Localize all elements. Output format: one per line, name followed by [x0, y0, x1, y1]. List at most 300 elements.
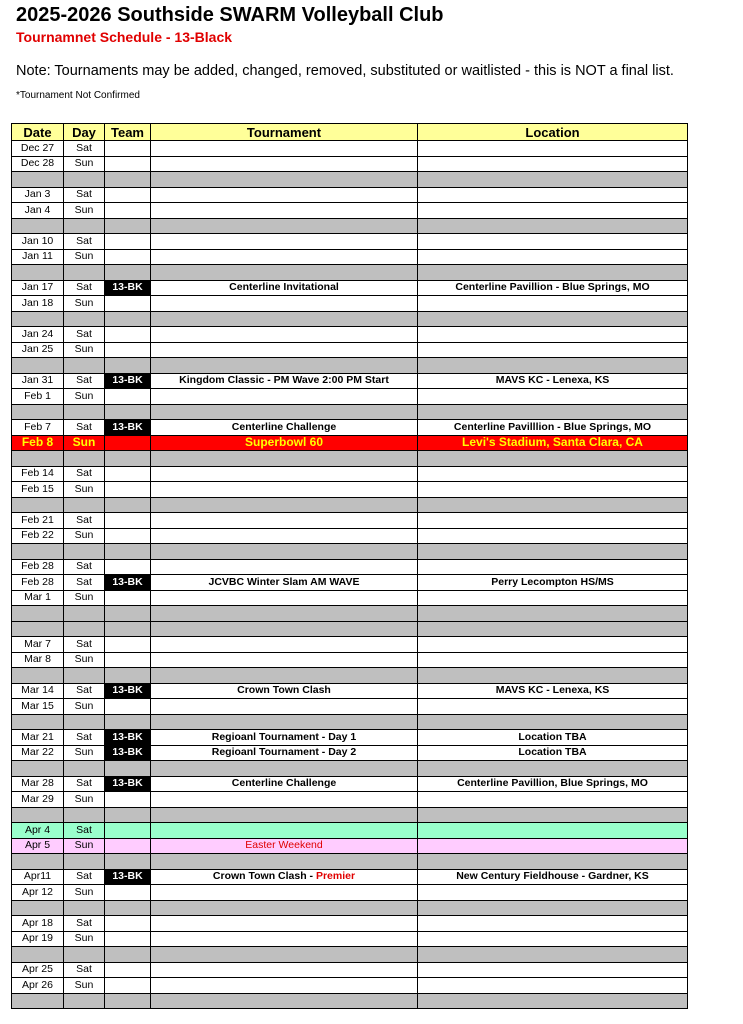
- tournament-cell: [151, 528, 418, 544]
- date-cell: Jan 11: [12, 249, 64, 265]
- location-cell: [418, 699, 688, 715]
- date-cell: Feb 7: [12, 420, 64, 436]
- gap-cell: [151, 621, 418, 637]
- day-cell: Sun: [64, 652, 105, 668]
- location-cell: [418, 203, 688, 219]
- schedule-note: Note: Tournaments may be added, changed, removed, substituted or waitlisted - this is NOT a final list.: [16, 63, 674, 79]
- date-cell: Mar 1: [12, 590, 64, 606]
- day-cell: Sun: [64, 389, 105, 405]
- team-cell: [105, 699, 151, 715]
- gap-cell: [418, 172, 688, 188]
- gap-cell: [418, 218, 688, 234]
- day-cell: Sat: [64, 776, 105, 792]
- table-row: [12, 699, 688, 715]
- table-row: [12, 730, 688, 746]
- team-cell: [105, 590, 151, 606]
- location-cell: [418, 931, 688, 947]
- tournament-cell: Centerline Challenge: [151, 420, 418, 436]
- location-cell: Centerline Pavillion, Blue Springs, MO: [418, 776, 688, 792]
- table-header-row: [12, 124, 688, 141]
- tournament-cell: [151, 823, 418, 839]
- date-cell: Jan 24: [12, 327, 64, 343]
- table-row: [12, 327, 688, 343]
- team-cell: 13-BK: [105, 776, 151, 792]
- gap-cell: [151, 807, 418, 823]
- gap-cell: [418, 451, 688, 467]
- tournament-cell: [151, 249, 418, 265]
- gap-cell: [151, 854, 418, 870]
- date-cell: Apr 5: [12, 838, 64, 854]
- gap-row: [12, 606, 688, 622]
- team-cell: [105, 234, 151, 250]
- day-cell: Sat: [64, 513, 105, 529]
- gap-cell: [105, 761, 151, 777]
- team-cell: [105, 792, 151, 808]
- table-row: [12, 528, 688, 544]
- date-cell: Jan 18: [12, 296, 64, 312]
- date-cell: Mar 7: [12, 637, 64, 653]
- location-cell: [418, 916, 688, 932]
- column-header-day: Day: [64, 124, 105, 141]
- gap-cell: [151, 172, 418, 188]
- tournament-cell: Centerline Invitational: [151, 280, 418, 296]
- tournament-cell: Crown Town Clash: [151, 683, 418, 699]
- gap-cell: [151, 606, 418, 622]
- tournament-cell: [151, 916, 418, 932]
- gap-row: [12, 993, 688, 1009]
- team-cell: [105, 482, 151, 498]
- tournament-cell: Centerline Challenge: [151, 776, 418, 792]
- day-cell: Sun: [64, 482, 105, 498]
- day-cell: Sat: [64, 234, 105, 250]
- table-row: [12, 373, 688, 389]
- date-cell: Apr 18: [12, 916, 64, 932]
- table-row: [12, 916, 688, 932]
- gap-cell: [64, 358, 105, 374]
- gap-cell: [12, 993, 64, 1009]
- team-cell: [105, 389, 151, 405]
- location-cell: [418, 327, 688, 343]
- day-cell: Sat: [64, 962, 105, 978]
- tournament-cell: Kingdom Classic - PM Wave 2:00 PM Start: [151, 373, 418, 389]
- gap-cell: [151, 451, 418, 467]
- gap-cell: [105, 947, 151, 963]
- tournament-cell: [151, 187, 418, 203]
- team-cell: [105, 435, 151, 451]
- date-cell: Apr 4: [12, 823, 64, 839]
- gap-cell: [64, 606, 105, 622]
- gap-cell: [418, 668, 688, 684]
- gap-cell: [12, 404, 64, 420]
- team-cell: 13-BK: [105, 575, 151, 591]
- day-cell: Sun: [64, 249, 105, 265]
- gap-cell: [64, 854, 105, 870]
- tournament-cell: [151, 389, 418, 405]
- team-cell: [105, 978, 151, 994]
- day-cell: Sat: [64, 823, 105, 839]
- date-cell: Mar 15: [12, 699, 64, 715]
- date-cell: Apr11: [12, 869, 64, 885]
- tournament-cell: [151, 296, 418, 312]
- gap-row: [12, 404, 688, 420]
- location-cell: [418, 528, 688, 544]
- day-cell: Sun: [64, 978, 105, 994]
- date-cell: Apr 26: [12, 978, 64, 994]
- column-header-date: Date: [12, 124, 64, 141]
- table-row: [12, 342, 688, 358]
- day-cell: Sat: [64, 869, 105, 885]
- gap-cell: [12, 606, 64, 622]
- team-cell: [105, 823, 151, 839]
- team-cell: 13-BK: [105, 280, 151, 296]
- date-cell: Jan 17: [12, 280, 64, 296]
- gap-cell: [151, 544, 418, 560]
- table-row: [12, 683, 688, 699]
- location-cell: [418, 482, 688, 498]
- gap-row: [12, 621, 688, 637]
- table-row: [12, 420, 688, 436]
- day-cell: Sun: [64, 296, 105, 312]
- team-cell: [105, 916, 151, 932]
- tournament-cell: [151, 962, 418, 978]
- team-cell: [105, 513, 151, 529]
- tournament-cell: [151, 234, 418, 250]
- team-cell: [105, 637, 151, 653]
- day-cell: Sat: [64, 575, 105, 591]
- table-row: [12, 978, 688, 994]
- gap-cell: [151, 993, 418, 1009]
- location-cell: [418, 141, 688, 157]
- table-row: [12, 885, 688, 901]
- team-cell: [105, 652, 151, 668]
- gap-cell: [105, 900, 151, 916]
- gap-cell: [418, 497, 688, 513]
- location-cell: MAVS KC - Lenexa, KS: [418, 373, 688, 389]
- tournament-cell: [151, 885, 418, 901]
- tournament-cell: Easter Weekend: [151, 838, 418, 854]
- location-cell: Location TBA: [418, 745, 688, 761]
- gap-cell: [12, 544, 64, 560]
- day-cell: Sat: [64, 420, 105, 436]
- page-title: 2025-2026 Southside SWARM Volleyball Club: [16, 4, 444, 26]
- team-cell: [105, 203, 151, 219]
- date-cell: Jan 10: [12, 234, 64, 250]
- gap-row: [12, 172, 688, 188]
- date-cell: Feb 8: [12, 435, 64, 451]
- team-cell: [105, 559, 151, 575]
- tournament-cell: [151, 637, 418, 653]
- tournament-cell: Regioanl Tournament - Day 2: [151, 745, 418, 761]
- column-header-tournament: Tournament: [151, 124, 418, 141]
- date-cell: Apr 12: [12, 885, 64, 901]
- tournament-cell: [151, 342, 418, 358]
- tournament-division-label: Premier: [315, 870, 356, 883]
- tournament-cell: [151, 559, 418, 575]
- gap-cell: [151, 497, 418, 513]
- gap-row: [12, 311, 688, 327]
- tournament-cell: [151, 931, 418, 947]
- location-cell: Location TBA: [418, 730, 688, 746]
- location-cell: [418, 389, 688, 405]
- day-cell: Sun: [64, 931, 105, 947]
- gap-cell: [151, 358, 418, 374]
- gap-cell: [105, 451, 151, 467]
- location-cell: [418, 652, 688, 668]
- gap-cell: [151, 947, 418, 963]
- location-cell: [418, 637, 688, 653]
- day-cell: Sat: [64, 559, 105, 575]
- tournament-cell: Superbowl 60: [151, 435, 418, 451]
- tournament-cell: [151, 513, 418, 529]
- schedule-body: [12, 141, 688, 1009]
- gap-cell: [12, 668, 64, 684]
- table-row: [12, 931, 688, 947]
- team-cell: [105, 249, 151, 265]
- gap-cell: [12, 265, 64, 281]
- day-cell: Sat: [64, 373, 105, 389]
- tournament-cell: [151, 141, 418, 157]
- gap-cell: [12, 451, 64, 467]
- location-cell: Perry Lecompton HS/MS: [418, 575, 688, 591]
- tournament-cell: JCVBC Winter Slam AM WAVE: [151, 575, 418, 591]
- day-cell: Sun: [64, 203, 105, 219]
- gap-row: [12, 947, 688, 963]
- tournament-cell: [151, 327, 418, 343]
- day-cell: Sat: [64, 730, 105, 746]
- location-cell: [418, 466, 688, 482]
- table-row: [12, 482, 688, 498]
- gap-cell: [64, 993, 105, 1009]
- location-cell: [418, 885, 688, 901]
- tournament-cell: [151, 466, 418, 482]
- tournament-cell: Crown Town Clash - Premier: [151, 869, 418, 885]
- table-row: [12, 141, 688, 157]
- team-cell: [105, 342, 151, 358]
- date-cell: Feb 15: [12, 482, 64, 498]
- table-row: [12, 203, 688, 219]
- gap-cell: [12, 761, 64, 777]
- date-cell: Jan 25: [12, 342, 64, 358]
- table-row: [12, 234, 688, 250]
- date-cell: Mar 28: [12, 776, 64, 792]
- gap-row: [12, 714, 688, 730]
- gap-cell: [12, 218, 64, 234]
- gap-cell: [105, 358, 151, 374]
- not-confirmed-note: *Tournament Not Confirmed: [16, 90, 140, 101]
- location-cell: [418, 838, 688, 854]
- table-row: [12, 792, 688, 808]
- date-cell: Feb 22: [12, 528, 64, 544]
- gap-cell: [151, 761, 418, 777]
- date-cell: Feb 1: [12, 389, 64, 405]
- location-cell: Levi's Stadium, Santa Clara, CA: [418, 435, 688, 451]
- table-row: [12, 745, 688, 761]
- gap-cell: [418, 714, 688, 730]
- date-cell: Mar 8: [12, 652, 64, 668]
- gap-cell: [418, 265, 688, 281]
- date-cell: Apr 19: [12, 931, 64, 947]
- location-cell: New Century Fieldhouse - Gardner, KS: [418, 869, 688, 885]
- team-cell: [105, 528, 151, 544]
- gap-cell: [12, 497, 64, 513]
- day-cell: Sun: [64, 745, 105, 761]
- gap-cell: [12, 358, 64, 374]
- table-row: [12, 652, 688, 668]
- gap-cell: [105, 218, 151, 234]
- tournament-cell: [151, 978, 418, 994]
- team-cell: [105, 327, 151, 343]
- gap-cell: [105, 311, 151, 327]
- gap-cell: [64, 714, 105, 730]
- gap-cell: [151, 900, 418, 916]
- date-cell: Mar 29: [12, 792, 64, 808]
- location-cell: [418, 823, 688, 839]
- table-row: [12, 156, 688, 172]
- day-cell: Sun: [64, 792, 105, 808]
- location-cell: Centerline Pavillion - Blue Springs, MO: [418, 280, 688, 296]
- gap-cell: [105, 404, 151, 420]
- table-row: [12, 590, 688, 606]
- gap-cell: [12, 947, 64, 963]
- table-row: [12, 575, 688, 591]
- team-cell: [105, 885, 151, 901]
- gap-row: [12, 807, 688, 823]
- tournament-cell: [151, 203, 418, 219]
- gap-cell: [64, 947, 105, 963]
- gap-cell: [418, 807, 688, 823]
- location-cell: [418, 978, 688, 994]
- team-cell: [105, 296, 151, 312]
- date-cell: Feb 28: [12, 575, 64, 591]
- location-cell: [418, 513, 688, 529]
- gap-cell: [64, 265, 105, 281]
- gap-row: [12, 497, 688, 513]
- date-cell: Dec 27: [12, 141, 64, 157]
- day-cell: Sun: [64, 435, 105, 451]
- tournament-cell: [151, 792, 418, 808]
- gap-cell: [418, 606, 688, 622]
- gap-cell: [12, 172, 64, 188]
- gap-cell: [12, 714, 64, 730]
- gap-cell: [105, 668, 151, 684]
- gap-cell: [12, 311, 64, 327]
- date-cell: Jan 31: [12, 373, 64, 389]
- gap-cell: [418, 621, 688, 637]
- day-cell: Sat: [64, 141, 105, 157]
- table-row: [12, 280, 688, 296]
- team-cell: [105, 962, 151, 978]
- gap-row: [12, 761, 688, 777]
- gap-cell: [418, 900, 688, 916]
- team-cell: [105, 141, 151, 157]
- table-row: [12, 435, 688, 451]
- table-row: [12, 296, 688, 312]
- column-header-location: Location: [418, 124, 688, 141]
- date-cell: Mar 14: [12, 683, 64, 699]
- table-row: [12, 466, 688, 482]
- day-cell: Sun: [64, 885, 105, 901]
- gap-row: [12, 900, 688, 916]
- gap-row: [12, 854, 688, 870]
- date-cell: Feb 28: [12, 559, 64, 575]
- tournament-cell: [151, 482, 418, 498]
- gap-cell: [418, 993, 688, 1009]
- gap-cell: [64, 668, 105, 684]
- tournament-cell: Regioanl Tournament - Day 1: [151, 730, 418, 746]
- gap-cell: [64, 311, 105, 327]
- location-cell: [418, 962, 688, 978]
- table-row: [12, 249, 688, 265]
- gap-cell: [418, 358, 688, 374]
- location-cell: [418, 234, 688, 250]
- table-row: [12, 637, 688, 653]
- gap-cell: [64, 621, 105, 637]
- gap-cell: [105, 993, 151, 1009]
- table-row: [12, 513, 688, 529]
- tournament-cell: [151, 156, 418, 172]
- day-cell: Sat: [64, 327, 105, 343]
- location-cell: [418, 156, 688, 172]
- gap-cell: [105, 497, 151, 513]
- gap-cell: [105, 621, 151, 637]
- day-cell: Sat: [64, 683, 105, 699]
- gap-cell: [418, 544, 688, 560]
- gap-row: [12, 265, 688, 281]
- table-row: [12, 838, 688, 854]
- gap-cell: [151, 265, 418, 281]
- gap-cell: [12, 854, 64, 870]
- location-cell: [418, 249, 688, 265]
- gap-cell: [418, 854, 688, 870]
- gap-cell: [64, 807, 105, 823]
- team-cell: [105, 156, 151, 172]
- gap-cell: [105, 265, 151, 281]
- date-cell: Feb 21: [12, 513, 64, 529]
- gap-cell: [105, 606, 151, 622]
- day-cell: Sun: [64, 590, 105, 606]
- table-row: [12, 823, 688, 839]
- gap-cell: [105, 854, 151, 870]
- table-row: [12, 776, 688, 792]
- table-row: [12, 559, 688, 575]
- gap-cell: [151, 311, 418, 327]
- date-cell: Apr 25: [12, 962, 64, 978]
- location-cell: Centerline Pavilllion - Blue Springs, MO: [418, 420, 688, 436]
- gap-cell: [151, 404, 418, 420]
- team-cell: 13-BK: [105, 745, 151, 761]
- gap-cell: [12, 900, 64, 916]
- team-cell: [105, 931, 151, 947]
- team-cell: [105, 466, 151, 482]
- gap-cell: [64, 218, 105, 234]
- date-cell: Feb 14: [12, 466, 64, 482]
- location-cell: [418, 590, 688, 606]
- gap-cell: [64, 404, 105, 420]
- team-cell: 13-BK: [105, 420, 151, 436]
- gap-cell: [105, 714, 151, 730]
- day-cell: Sun: [64, 156, 105, 172]
- gap-row: [12, 218, 688, 234]
- day-cell: Sat: [64, 637, 105, 653]
- gap-cell: [418, 947, 688, 963]
- location-cell: [418, 792, 688, 808]
- team-cell: 13-BK: [105, 683, 151, 699]
- tournament-cell: [151, 652, 418, 668]
- page-subtitle: Tournamnet Schedule - 13-Black: [16, 29, 233, 45]
- gap-row: [12, 358, 688, 374]
- date-cell: Mar 21: [12, 730, 64, 746]
- location-cell: [418, 296, 688, 312]
